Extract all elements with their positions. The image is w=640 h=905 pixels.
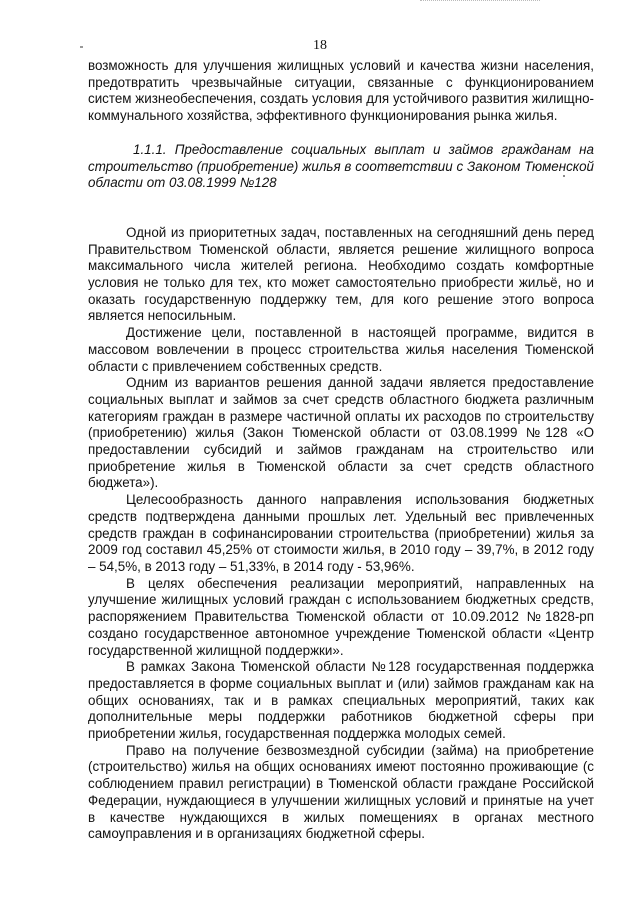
paragraph-intro: возможность для улучшения жилищных условий и качества жизни населения, предотвратить чрезвычайные ситуации, связанные с функционированием систем жизнеобеспечения, создать условия для устойчивого развития жилищно-коммунального хозяйства, эффективного функционирования рынка жилья. [88,58,594,124]
paragraph: В рамках Закона Тюменской области №128 государственная поддержка предоставляется в форме социальных выплат и (или) займов гражданам как на общих основаниях, так и в рамках специальных мероприятий, таких как дополнительные меры поддержки работников бюджетной сферы при приобретении жилья, государственная поддержка молодых семей. [88,659,594,742]
paragraph: Достижение цели, поставленной в настоящей программе, видится в массовом вовлечении в процесс строительства жилья населения Тюменской области с привлечением собственных средств. [88,325,594,374]
paragraph: Одним из вариантов решения данной задачи является предоставление социальных выплат и займов за счет средств областного бюджета различным категориям граждан в размере частичной оплаты их расходов по строительству (приобретению) жилья (Закон Тюменской области от 03.08.1999 №128 «О предоставлении субсидий и займов гражданам на строительство или приобретение жилья в Тюменской области за счет средств областного бюджета»). [88,375,594,491]
document-body [88,58,594,843]
page-number: 18 [313,38,327,53]
scan-artifact [420,0,540,5]
section-heading: 1.1.1. Предоставление социальных выплат и займов гражданам на строительство (приобретение) жилья в соответствии с Законом Тюменской области от 03.08.1999 №128 [88,141,594,191]
paragraph: В целях обеспечения реализации мероприятий, направленных на улучшение жилищных условий граждан с использованием бюджетных средств, распоряжением Правительства Тюменской области от 10.09.2012 №1828-рп создано государственное автономное учреждение Тюменской области «Центр государственной жилищной поддержки». [88,575,594,658]
paragraph: Право на получение безвозмездной субсидии (займа) на приобретение (строительство) жилья на общих основаниях имеют постоянно проживающие (с соблюдением правил регистрации) в Тюменской области граждане Российской Федерации, нуждающиеся в улучшении жилищных условий и принятые на учет в качестве нуждающихся в жилых помещениях в органах местного самоуправления и в организациях бюджетной сферы. [88,742,594,842]
paragraph: Одной из приоритетных задач, поставленных на сегодняшний день перед Правительством Тюменской области, является решение жилищного вопроса максимального числа жителей региона. Необходимо создать комфортные условия не только для тех, кто может самостоятельно приобрести жильё, но и оказать государственную поддержку тем, для кого решение этого вопроса является непосильным. [88,224,594,324]
paragraph: Целесообразность данного направления использования бюджетных средств подтверждена данными прошлых лет. Удельный вес привлеченных средств граждан в софинансировании строительства (приобретении) жилья за 2009 год составил 45,25% от стоимости жилья, в 2010 году – 39,7%, в 2012 году – 54,5%, в 2013 году – 51,33%, в 2014 году - 53,96%. [88,492,594,574]
